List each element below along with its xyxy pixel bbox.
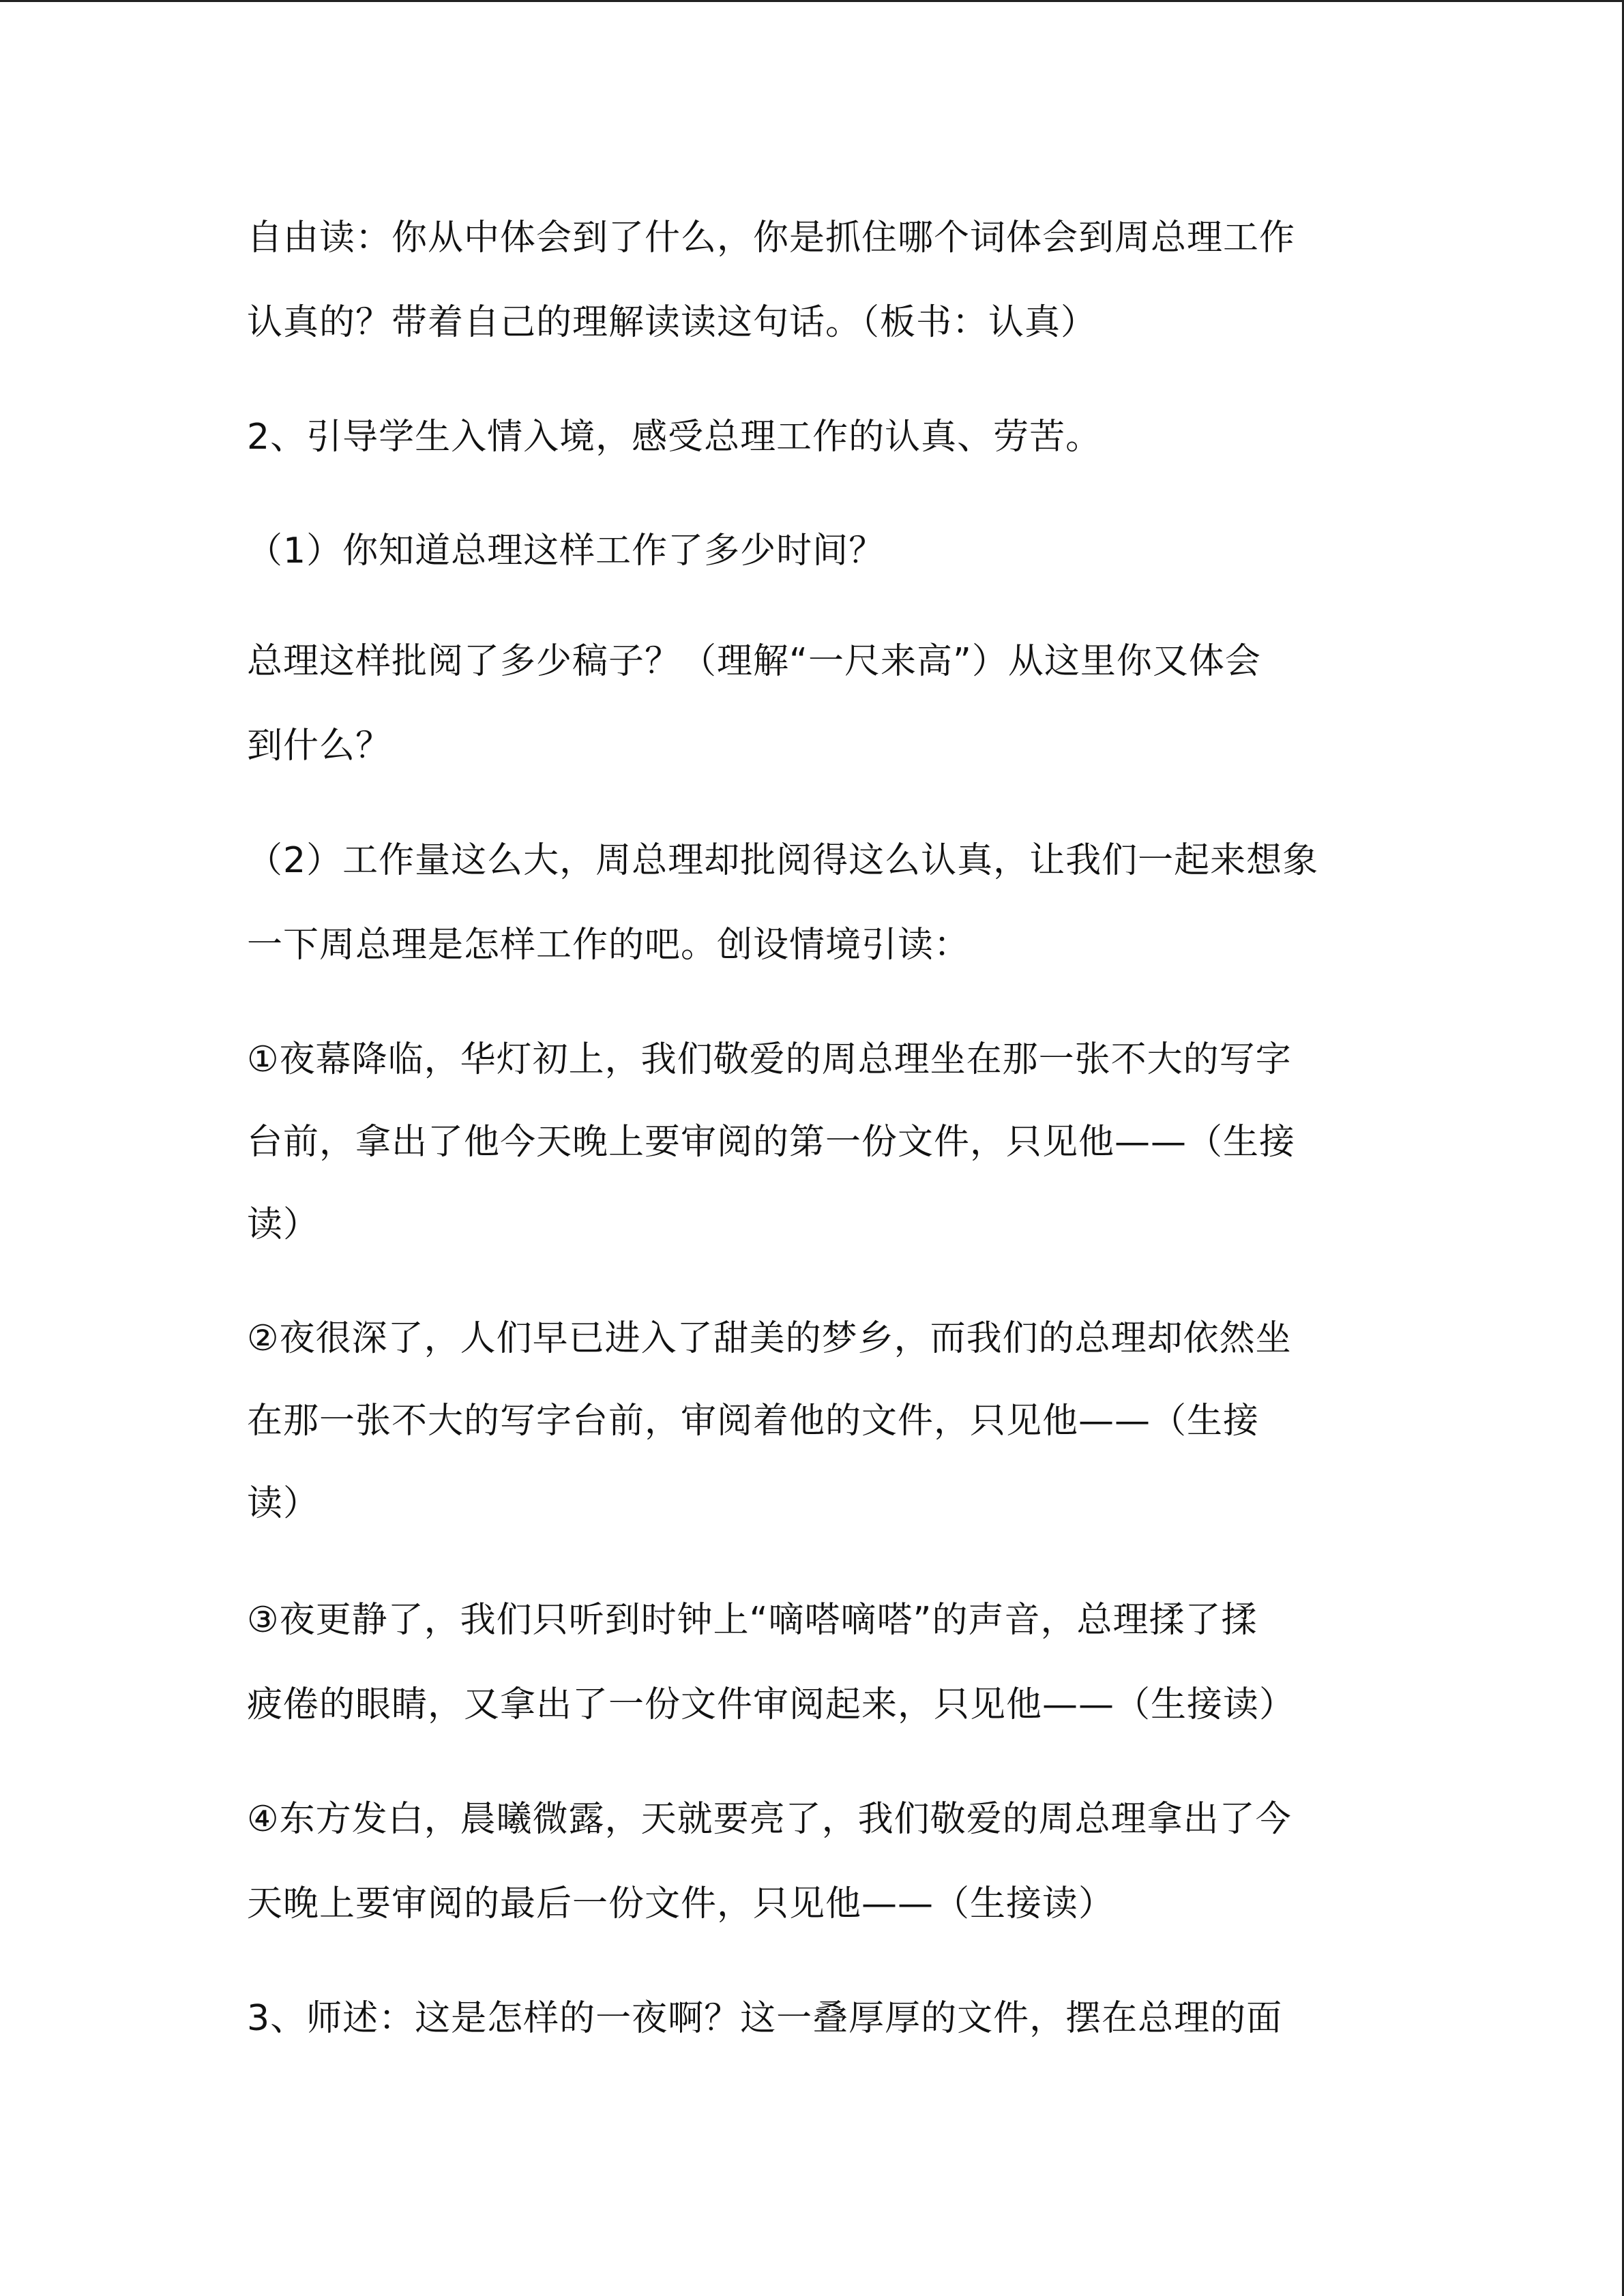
text-line: 自由读：你从中体会到了什么，你是抓住哪个词体会到周总理工作 bbox=[247, 218, 1296, 258]
text-line: 在那一张不大的写字台前，审阅着他的文件，只见他——（生接 bbox=[247, 1401, 1260, 1442]
text-line: 3、师述：这是怎样的一夜啊？这一叠厚厚的文件，摆在总理的面 bbox=[247, 1998, 1283, 2039]
text-line: 疲倦的眼睛，又拿出了一份文件审阅起来，只见他——（生接读） bbox=[247, 1684, 1296, 1725]
text-line: ③夜更静了，我们只听到时钟上“嘀嗒嘀嗒”的声音，总理揉了揉 bbox=[247, 1600, 1258, 1641]
text-line: 台前，拿出了他今天晚上要审阅的第一份文件，只见他——（生接 bbox=[247, 1122, 1296, 1163]
text-line: 2、引导学生入情入境，感受总理工作的认真、劳苦。 bbox=[247, 417, 1102, 458]
text-line: ④东方发白，晨曦微露，天就要亮了，我们敬爱的周总理拿出了今 bbox=[247, 1799, 1292, 1840]
text-line: 总理这样批阅了多少稿子？（理解“一尺来高”）从这里你又体会 bbox=[247, 641, 1261, 682]
text-line: 天晚上要审阅的最后一份文件，只见他——（生接读） bbox=[247, 1883, 1115, 1924]
page-top-border bbox=[0, 0, 1624, 2]
text-line: ②夜很深了，人们早已进入了甜美的梦乡，而我们的总理却依然坐 bbox=[247, 1318, 1292, 1359]
text-line: （2）工作量这么大，周总理却批阅得这么认真，让我们一起来想象 bbox=[247, 840, 1319, 881]
text-line: 到什么？ bbox=[247, 726, 392, 766]
text-line: ①夜幕降临，华灯初上，我们敬爱的周总理坐在那一张不大的写字 bbox=[247, 1039, 1292, 1080]
text-line: （1）你知道总理这样工作了多少时间？ bbox=[247, 531, 885, 571]
text-line: 一下周总理是怎样工作的吧。创设情境引读： bbox=[247, 925, 971, 966]
text-line: 认真的？带着自己的理解读读这句话。（板书：认真） bbox=[247, 302, 1097, 343]
text-line: 读） bbox=[247, 1483, 320, 1524]
text-line: 读） bbox=[247, 1204, 320, 1245]
